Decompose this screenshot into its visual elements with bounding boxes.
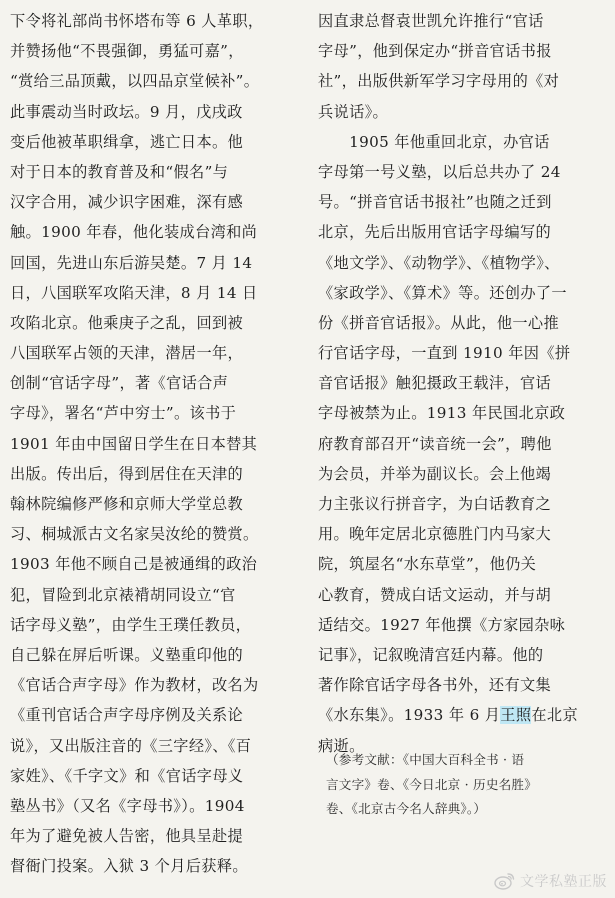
right-text-column (318, 6, 608, 761)
text-line: 日，八国联军攻陷天津，8 月 14 日 (10, 283, 258, 302)
references-note (326, 748, 608, 822)
text-line: 攻陷北京。他乘庚子之乱，回到被 (10, 313, 244, 332)
reference-line: （参考文献：《中国大百科全书 · 语 (326, 752, 525, 767)
text-line: 号。“拼音官话书报社”也随之迁到 (318, 193, 552, 212)
text-line: 字母”，他到保定办“拼音官话书报 (318, 42, 552, 61)
text-line-with-highlight (318, 700, 608, 730)
text-line: 份《拼音官话报》。从此，他一心推 (318, 313, 559, 332)
text-line: 出版。传出后，得到居住在天津的 (10, 464, 244, 483)
text-line: 字母被禁为止。1913 年民国北京政 (318, 404, 566, 423)
text-line: 翰林院编修严修和京师大学堂总教 (10, 495, 244, 513)
text-line: 变后他被革职缉拿，逃亡日本。他 (10, 132, 244, 151)
text-line: 记事》，记叙晚清宫廷内幕。他的 (318, 645, 544, 664)
text-line: 1903 年他不顾自己是被通缉的政治 (10, 555, 258, 574)
text-line: 字母》，署名“芦中穷士”。该书于 (10, 404, 237, 423)
text-line: 府教育部召开“读音统一会”，聘他 (318, 434, 552, 453)
text-line: 《地文学》、《动物学》、《植物学》、 (318, 253, 560, 272)
text-line: 对于日本的教育普及和“假名”与 (10, 162, 229, 181)
text-line: 为会员，并举为副议长。会上他竭 (318, 464, 552, 483)
text-line: 并赞扬他“不畏强御，勇猛可嘉”， (10, 42, 244, 61)
text-line: 督衙门投案。入狱 3 个月后获释。 (10, 857, 248, 876)
text-line: 北京，先后出版用官话字母编写的 (318, 223, 552, 242)
watermark-text: 文学私塾正版 (520, 874, 607, 890)
left-text-column (10, 6, 304, 881)
text-line: 心教育，赞成白话文运动，并与胡 (318, 585, 552, 604)
text-line: 音官话报》触犯摄政王载沣，官话 (318, 374, 552, 393)
text-line: 创制“官话字母”，著《官话合声 (10, 374, 229, 393)
text-line: 下令将礼部尚书怀塔布等 6 人革职， (10, 12, 264, 30)
text-line: 八国联军占领的天津，潜居一年， (10, 344, 244, 363)
text-line: 字母第一号义塾，以后总共办了 24 (318, 162, 561, 181)
text-line: 社”，出版供新军学习字母用的《对 (318, 72, 560, 91)
highlighted-name[interactable]: 王照 (500, 706, 532, 725)
text-line: 著作除官话字母各书外，还有文集 (318, 676, 552, 695)
text-line: 自己躲在屏后听课。义塾重印他的 (10, 645, 244, 664)
text-line: 兵说话》。 (318, 102, 389, 121)
text-line: 院，筑屋名“水东草堂”，他仍关 (318, 555, 537, 574)
reference-line: 言文字》卷、《今日北京 · 历史名胜》 (326, 776, 538, 792)
text-line: 行官话字母，一直到 1910 年因《拼 (318, 344, 571, 363)
text-line: 塾丛书》（又名《字母书》）。1904 (10, 796, 245, 815)
reference-line: 卷、《北京古今名人辞典》。） (326, 801, 487, 817)
weibo-icon (494, 871, 516, 891)
text-line: 家姓》、《千字文》和《官话字母义 (10, 766, 244, 785)
text-segment: 在北京 (531, 706, 578, 725)
text-line: 汉字合用，减少识字困难，深有感 (10, 193, 244, 212)
text-line: 话字母义塾”，由学生王璞任教员， (10, 615, 252, 634)
text-line: 回国，先进山东后游吴楚。7 月 14 (10, 253, 253, 272)
text-line: 此事震动当时政坛。9 月，戊戌政 (10, 102, 243, 121)
text-line: “赏给三品顶戴，以四品京堂候补”。 (10, 72, 260, 91)
text-line: 适结交。1927 年他撰《方家园杂咏 (318, 615, 566, 634)
text-line: 犯，冒险到北京裱褙胡同设立“官 (10, 585, 236, 604)
text-line: 《重刊官话合声字母序例及关系论 (10, 706, 244, 725)
text-line: 《官话合声字母》作为教材，改名为 (10, 676, 259, 695)
text-line: 1901 年由中国留日学生在日本替其 (10, 434, 258, 453)
text-line: 因直隶总督袁世凯允许推行“官话 (318, 12, 544, 30)
watermark (494, 871, 607, 891)
text-line: 说》，又出版注音的《三字经》、《百 (10, 736, 252, 755)
text-line: 触。1900 年春，他化装成台湾和尚 (10, 223, 258, 242)
text-segment: 《水东集》。1933 年 6 月 (318, 706, 501, 725)
text-line: 用。晚年定居北京德胜门内马家大 (318, 525, 552, 544)
text-line: 1905 年他重回北京，办官话 (318, 132, 550, 151)
text-line: 《家政学》、《算术》等。还创办了一 (318, 283, 567, 302)
text-line: 习、桐城派古文名家吴汝纶的赞赏。 (10, 525, 259, 544)
text-line: 病逝。 (318, 736, 365, 755)
text-line: 年为了避免被人告密，他具呈赴提 (10, 827, 244, 846)
text-line: 力主张议行拼音字，为白话教育之 (318, 495, 552, 513)
